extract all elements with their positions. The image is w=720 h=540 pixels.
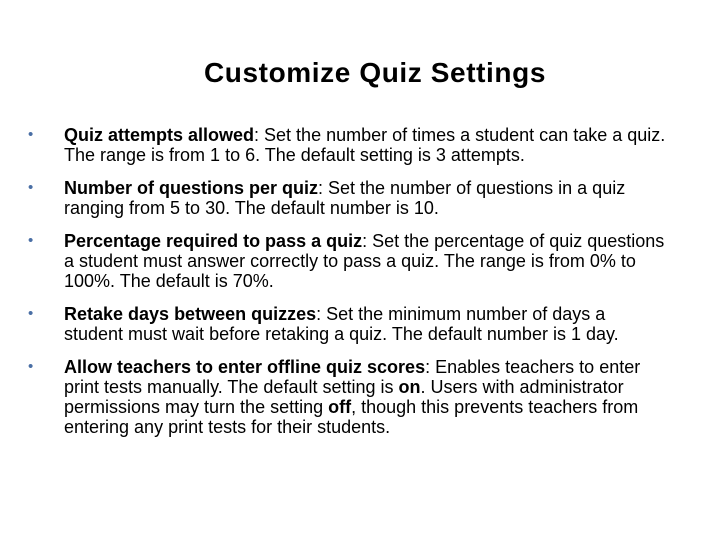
term-quiz-attempts: Quiz attempts allowed <box>64 125 255 145</box>
bullet-dot-icon: • <box>28 126 34 143</box>
settings-bullet-list <box>28 125 668 450</box>
description-offline-scores-part-a: : Enables teachers to enter print tests manually. The default setting is <box>64 357 641 397</box>
bullet-dot-icon: • <box>28 179 34 196</box>
description-retake-days: : Set the minimum number of days a student must wait before retaking a quiz. The default number is 1 day. <box>64 304 619 344</box>
description-offline-scores-part-b: . Users with administrator permissions may turn the setting <box>64 377 624 417</box>
term-offline-scores: Allow teachers to enter offline quiz scores <box>64 357 426 377</box>
term-questions-per-quiz: Number of questions per quiz <box>64 178 319 198</box>
setting-value-on: on <box>398 377 421 397</box>
setting-value-off: off <box>328 397 352 417</box>
description-quiz-attempts: : Set the number of times a student can take a quiz. The range is from 1 to 6. The default setting is 3 attempts. <box>64 125 666 165</box>
list-item-quiz-attempts <box>28 125 668 165</box>
page-title: Customize Quiz Settings <box>203 57 547 88</box>
list-item-pass-percentage <box>28 231 668 291</box>
list-item-retake-days <box>28 304 668 344</box>
term-pass-percentage: Percentage required to pass a quiz <box>64 231 363 251</box>
list-item-offline-scores <box>28 357 668 437</box>
term-retake-days: Retake days between quizzes <box>64 304 317 324</box>
bullet-dot-icon: • <box>28 358 34 375</box>
description-pass-percentage: : Set the percentage of quiz questions a student must answer correctly to pass a quiz. The range is from 0% to 100%. The default is 70%. <box>64 231 665 291</box>
description-offline-scores-part-c: , though this prevents teachers from entering any print tests for their students. <box>64 397 639 437</box>
list-item-questions-per-quiz <box>28 178 668 218</box>
bullet-dot-icon: • <box>28 232 34 249</box>
bullet-dot-icon: • <box>28 305 34 322</box>
description-questions-per-quiz: : Set the number of questions in a quiz ranging from 5 to 30. The default number is 10. <box>64 178 626 218</box>
